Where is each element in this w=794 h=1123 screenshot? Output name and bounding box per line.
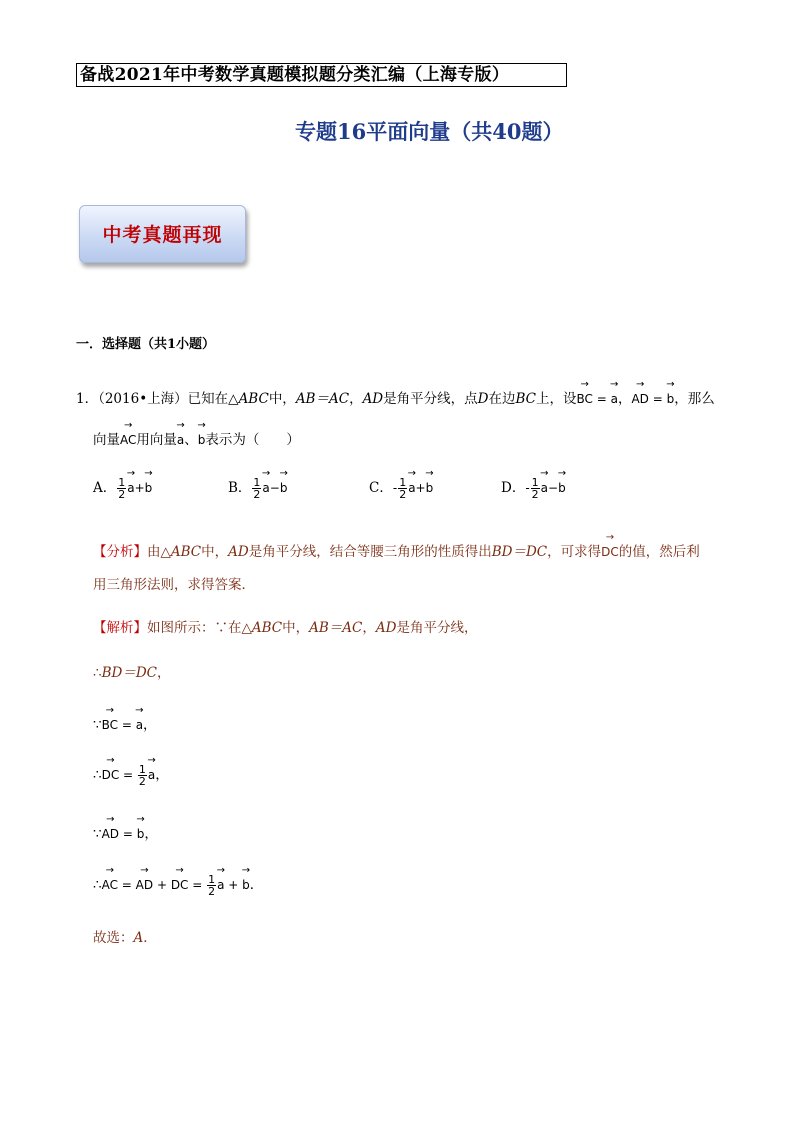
series-title: 备战2021年中考数学真题模拟题分类汇编（上海专版） xyxy=(80,65,510,85)
analysis-line-2: 用三角形法则，求得答案． xyxy=(93,577,255,593)
vector-a: → a xyxy=(611,392,618,406)
solution-tag: 【解析】 xyxy=(93,620,147,636)
fraction: $\frac{1}{2}$ xyxy=(138,763,146,788)
question-line-1: 1．（2016•上海）已知在△ABC中，AB＝AC，AD是角平分线，点D在边BC上，设→ BC = → a，→ AD = → b，那么 xyxy=(76,387,715,407)
analysis-tag: 【分析】 xyxy=(93,544,147,560)
series-title-box xyxy=(76,63,567,87)
solution-step-5: ∴→ AC = → AD + → DC = $\frac{1}{2}$ → a + → b． xyxy=(93,873,263,897)
fraction: $\frac{1}{2}$ xyxy=(118,476,126,501)
option-b[interactable]: B． $\frac{1}{2}$ → a−→ b xyxy=(228,476,287,500)
fraction: $\frac{1}{2}$ xyxy=(399,476,407,501)
solution-step-3: ∴→ DC = $\frac{1}{2}$ → a， xyxy=(93,763,169,787)
fraction: $\frac{1}{2}$ xyxy=(253,476,261,501)
option-d[interactable]: D．- $\frac{1}{2}$ → a−→ b xyxy=(501,476,566,500)
vector-bc: → BC xyxy=(576,392,592,406)
section-banner xyxy=(79,205,246,263)
banner-label: 中考真题再现 xyxy=(102,224,223,246)
solution-step-2: ∵→ BC = → a， xyxy=(93,713,157,733)
option-c[interactable]: C．- $\frac{1}{2}$ → a+→ b xyxy=(369,476,433,500)
vector-dc: → DC xyxy=(601,545,619,559)
option-a[interactable]: A． $\frac{1}{2}$ → a+→ b xyxy=(93,476,152,500)
solution-answer: 故选：A． xyxy=(93,930,157,946)
solution-line-1: 【解析】如图所示：∵在△ABC中，AB＝AC，AD是角平分线， xyxy=(93,620,478,636)
vector-ac: → AC xyxy=(120,433,136,447)
solution-step-1: ∴BD＝DC， xyxy=(93,665,171,681)
solution-step-4: ∵→ AD = → b， xyxy=(93,822,158,842)
fraction: $\frac{1}{2}$ xyxy=(531,476,539,501)
fraction: $\frac{1}{2}$ xyxy=(208,873,216,898)
vector-ad: → AD xyxy=(631,392,648,406)
question-line-2: 向量→ AC用向量→ a、→ b表示为（ ） xyxy=(93,428,300,448)
section-heading: 一．选择题（共1小题） xyxy=(76,337,216,352)
page-title: 专题16平面向量（共40题） xyxy=(295,119,564,144)
vector-b: → b xyxy=(667,392,675,406)
analysis-line-1: 【分析】由△ABC中，AD是角平分线，结合等腰三角形的性质得出BD＝DC，可求得→ DC的值，然后利 xyxy=(93,540,700,560)
